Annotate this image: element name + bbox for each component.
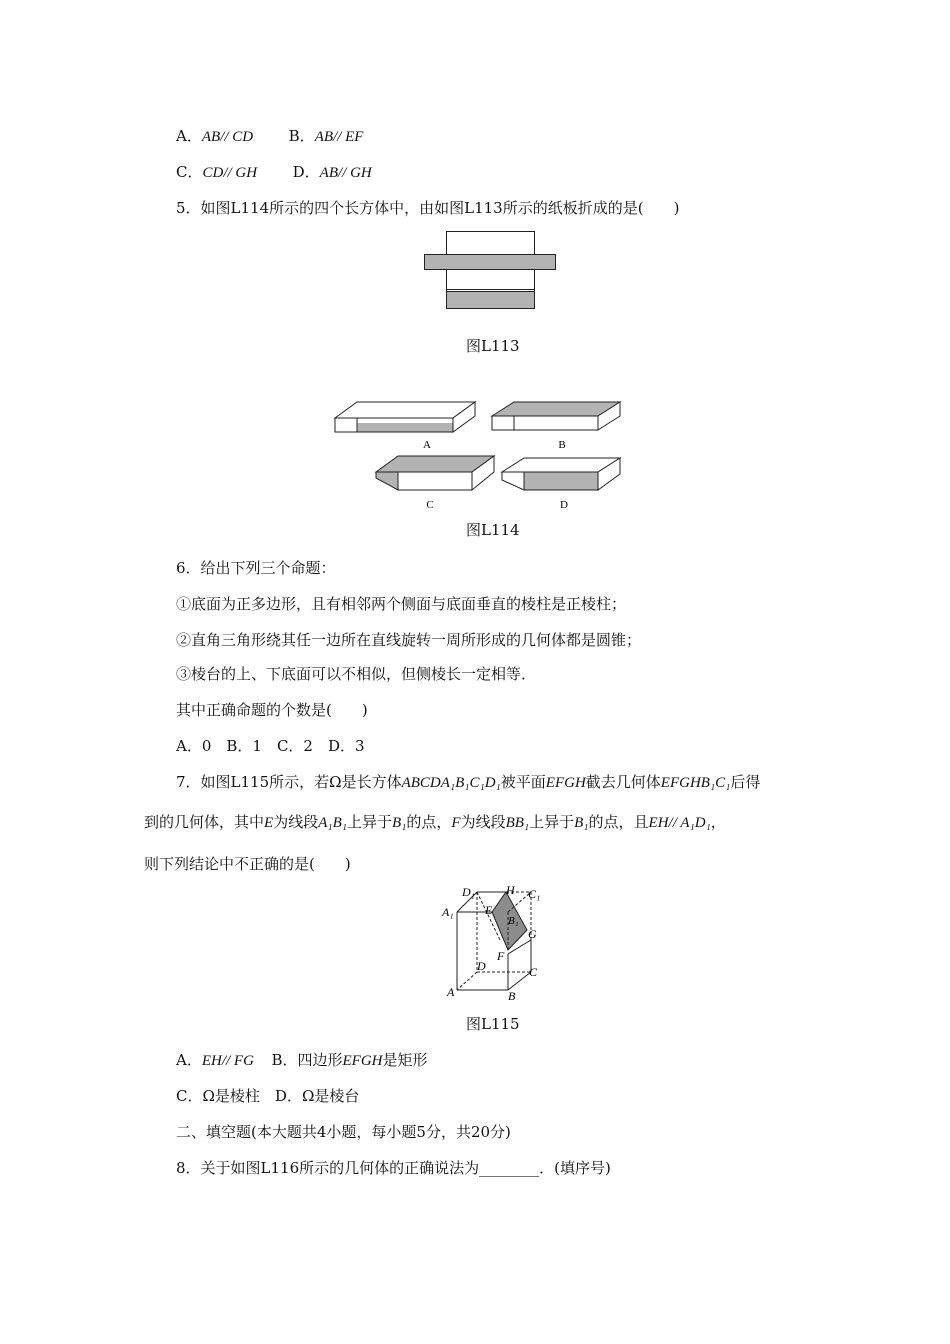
label-b: B [508,989,516,1002]
q7-text: 7．如图L115所示，若Ω是长方体 [176,773,402,791]
figure-l115-cuboid [440,882,550,1002]
label-c1: C₁ [528,887,541,901]
label-b1: B₁ [508,915,519,927]
q6-question: 其中正确命题的个数是( ) [176,701,368,719]
q7-text: 为线段 [460,813,506,831]
q7-option-a-text: EH// FG [201,1053,254,1069]
box-b [492,402,620,451]
q6-proposition-2: ②直角三角形绕其任一边所在直线旋转一周所形成的几何体都是圆锥； [176,631,642,649]
figure-l114-boxes [330,398,625,516]
q7-math: A₁B₁ [318,815,347,831]
q6-proposition-1: ①底面为正多边形，且有相邻两个侧面与底面垂直的棱柱是正棱柱； [176,595,627,613]
label-a: A [447,985,455,999]
q6-stem: 6．给出下列三个命题： [176,559,336,577]
q7-math: EFGHB₁C₁ [660,775,731,791]
figure-l115-caption: 图L115 [466,1015,520,1033]
figure-l113-cardboard-net [420,228,560,310]
q7-line-1 [176,772,760,793]
q7-line-2 [144,812,726,833]
q5-stem: 5．如图L114所示的四个长方体中，由如图L113所示的纸板折成的是( ) [176,199,680,217]
q6-options: A．0 B．1 C．2 D．3 [176,737,365,755]
q7-option-b-math: EFGH [342,1053,383,1069]
q6-proposition-3: ③棱台的上、下底面可以不相似，但侧棱长一定相等． [176,665,537,683]
q7-math: ABCDA₁B₁C₁D₁ [401,775,501,791]
figure-l113-caption: 图L113 [466,337,520,355]
label-f: F [497,949,505,963]
label-h: H [506,883,515,897]
option-b-label: B． [288,127,315,145]
q7-math: BB₁ [505,815,530,831]
option-d-label: D． [292,163,320,181]
label-e: E [485,903,493,917]
box-b-label: B [558,439,566,451]
q7-math: B₁ [574,815,589,831]
q7-options-row1 [176,1050,428,1071]
q7-math: B₁ [391,815,407,831]
label-c: C [529,965,538,979]
q7-math: EH// A₁D₁ [648,815,711,831]
q7-math: EFGH [545,775,586,791]
option-c-label: C． [176,163,203,181]
label-d: D [477,959,486,973]
q7-text: 上异于 [346,813,392,831]
q7-text: 被平面 [500,773,546,791]
box-d-label: D [560,499,568,511]
q7-options-row2: C．Ω是棱柱 D．Ω是棱台 [176,1087,360,1105]
option-a-label: A． [176,127,202,145]
label-g: G [528,927,537,941]
box-d [502,458,620,511]
q7-text: 上异于 [529,813,575,831]
q7-text: 到的几何体，其中 [144,813,265,831]
option-a-text: AB// CD [201,129,254,145]
q7-text: 的点，且 [588,813,649,831]
option-c-text: CD// GH [202,165,258,181]
box-c-label: C [426,499,434,511]
box-c [376,456,494,511]
q7-option-b-text: 是矩形 [382,1051,428,1069]
q7-option-a-label: A． [176,1051,202,1069]
q7-text: 后得 [730,773,761,791]
option-d-text: AB// GH [319,165,372,181]
q7-math: E [264,815,274,831]
section-fill-in-blank-heading: 二、填空题(本大题共4小题，每小题5分，共20分) [176,1123,511,1141]
q7-math: F [451,815,461,831]
box-a [335,402,475,451]
option-b-text: AB// EF [314,129,364,145]
q8-stem: 8．关于如图L116所示的几何体的正确说法为________．(填序号) [176,1159,611,1177]
figure-l114-caption: 图L114 [466,521,520,539]
q7-text: 的点， [406,813,452,831]
label-a1: A₁ [442,905,454,919]
q4-options-row2 [176,162,372,183]
box-a-label: A [423,439,431,451]
label-d1: D₁ [462,885,475,899]
q7-text: ， [710,813,726,831]
q7-text: 为线段 [273,813,319,831]
q4-options-row1 [176,126,363,147]
q7-line-3: 则下列结论中不正确的是( ) [144,855,351,873]
q7-text: 截去几何体 [585,773,661,791]
q7-option-b-label: B．四边形 [271,1051,343,1069]
